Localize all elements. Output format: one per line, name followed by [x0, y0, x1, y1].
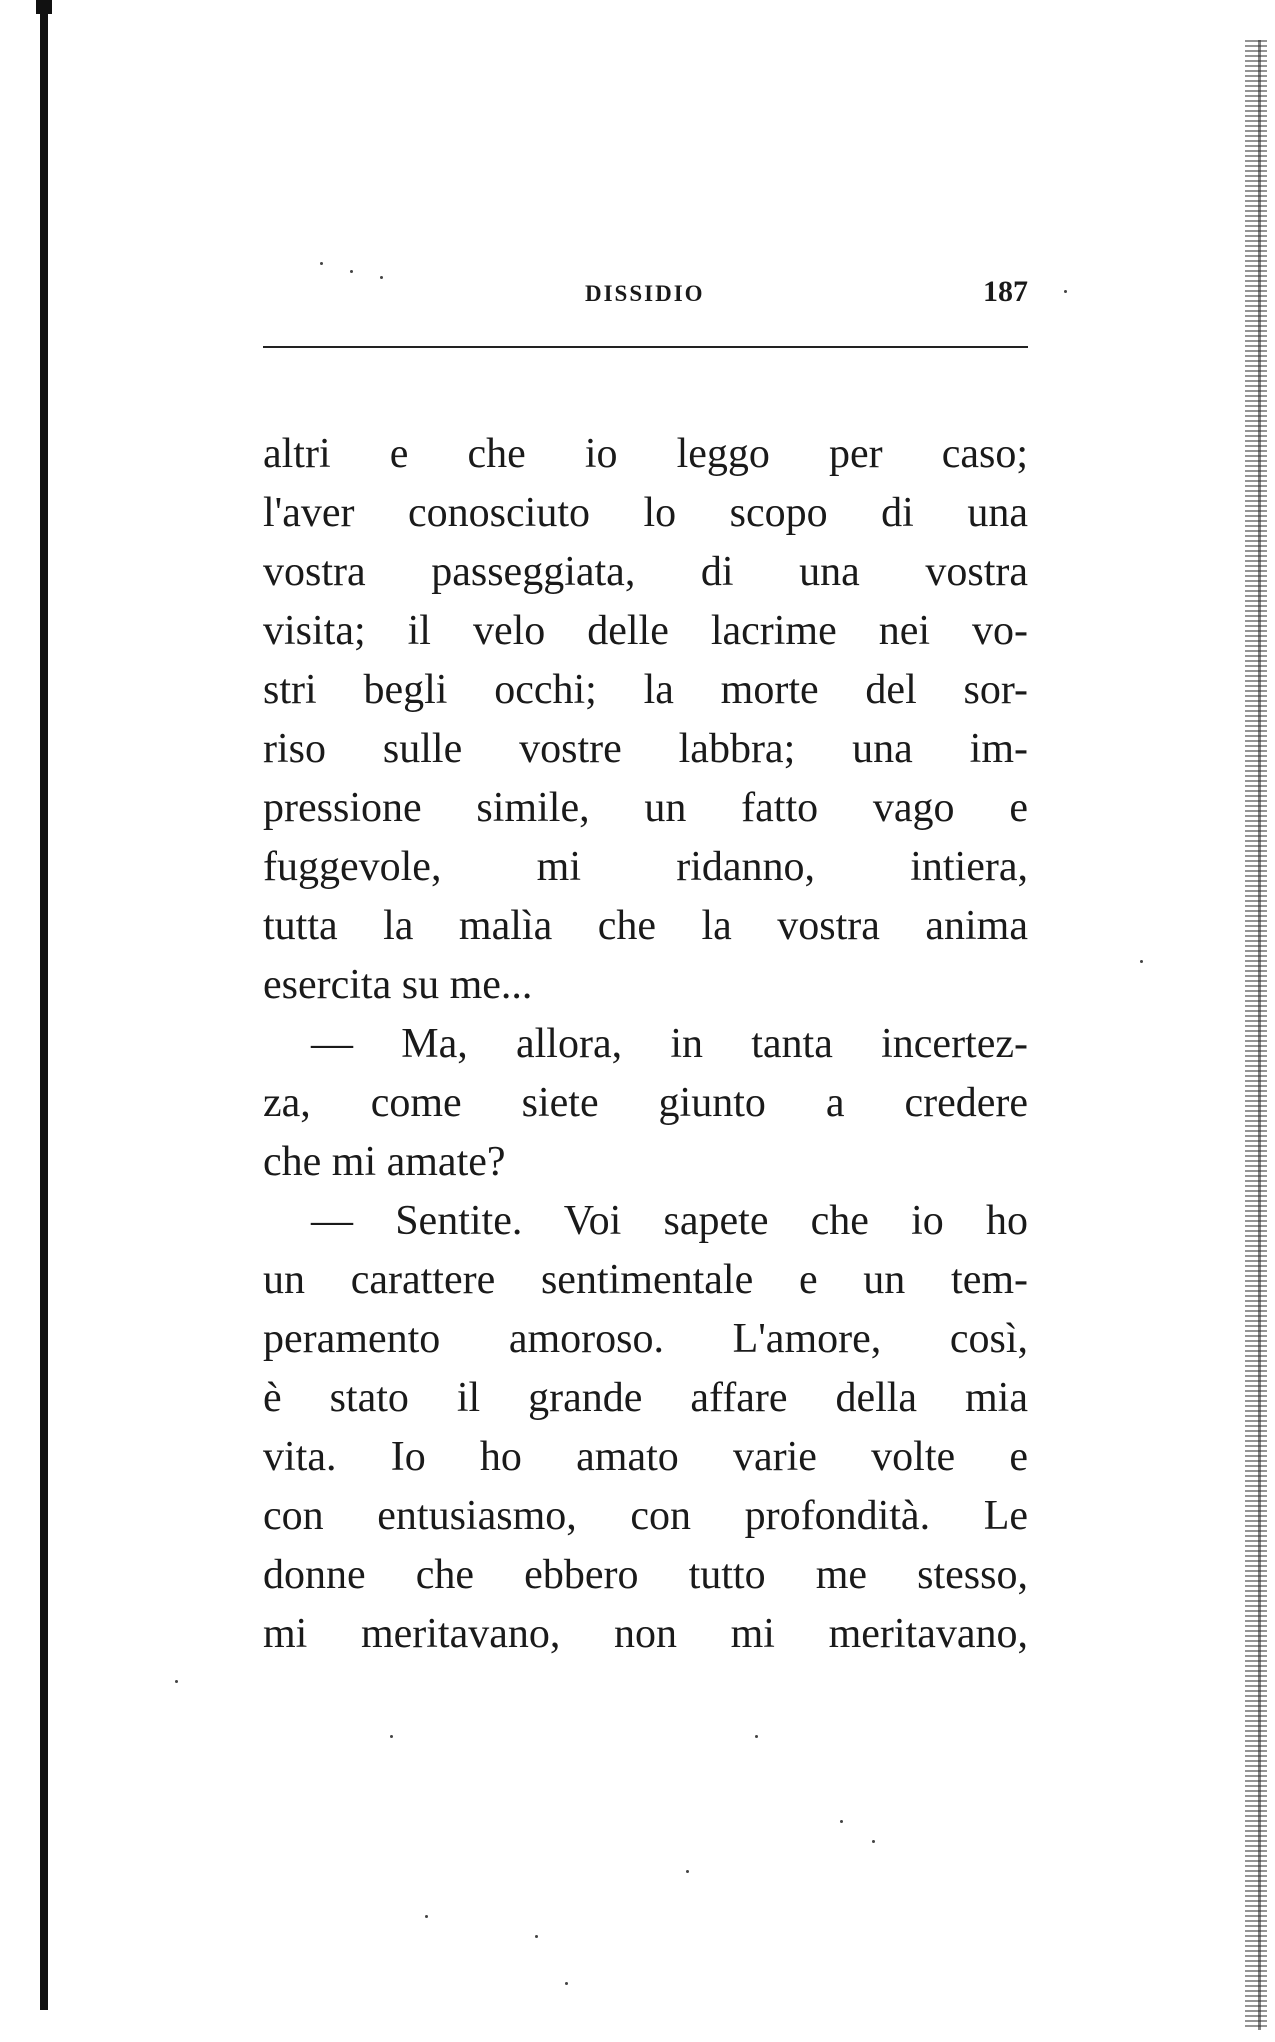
left-binding-mark: [36, 0, 52, 14]
text-line: peramento amoroso. L'amore, così,: [263, 1316, 1028, 1362]
scan-speck: [686, 1870, 689, 1873]
text-line: riso sulle vostre labbra; una im-: [263, 726, 1028, 772]
scan-speck: [535, 1935, 538, 1938]
text-line: pressione simile, un fatto vago e: [263, 785, 1028, 831]
page-header: [263, 275, 1028, 321]
scan-speck: [350, 270, 353, 273]
body-text: [263, 425, 1028, 1664]
scan-speck: [380, 276, 383, 279]
text-line: stri begli occhi; la morte del sor-: [263, 667, 1028, 713]
text-line: esercita su me...: [263, 962, 533, 1008]
text-line: vita. Io ho amato varie volte e: [263, 1434, 1028, 1480]
text-line: — Ma, allora, in tanta incertez-: [311, 1021, 1028, 1067]
scan-speck: [390, 1735, 393, 1738]
scan-speck: [320, 262, 323, 265]
right-scan-edge: [1245, 40, 1267, 2030]
header-rule: [263, 346, 1028, 348]
text-line: altri e che io leggo per caso;: [263, 431, 1028, 477]
text-line: l'aver conosciuto lo scopo di una: [263, 490, 1028, 536]
text-line: con entusiasmo, con profondità. Le: [263, 1493, 1028, 1539]
text-line: è stato il grande affare della mia: [263, 1375, 1028, 1421]
scan-speck: [565, 1982, 568, 1985]
text-line: un carattere sentimentale e un tem-: [263, 1257, 1028, 1303]
text-line: za, come siete giunto a credere: [263, 1080, 1028, 1126]
text-line: tutta la malìa che la vostra anima: [263, 903, 1028, 949]
running-title: DISSIDIO: [585, 281, 705, 306]
left-binding-edge: [40, 0, 48, 2010]
text-line: mi meritavano, non mi meritavano,: [263, 1611, 1028, 1657]
scan-speck: [1064, 290, 1067, 293]
text-line: — Sentite. Voi sapete che io ho: [311, 1198, 1028, 1244]
scan-speck: [1140, 960, 1143, 963]
scan-speck: [755, 1735, 758, 1738]
right-scan-edge-line: [1258, 40, 1261, 2030]
scan-speck: [840, 1820, 843, 1823]
scan-speck: [425, 1915, 428, 1918]
text-line: donne che ebbero tutto me stesso,: [263, 1552, 1028, 1598]
text-line: vostra passeggiata, di una vostra: [263, 549, 1028, 595]
text-line: visita; il velo delle lacrime nei vo-: [263, 608, 1028, 654]
text-line: fuggevole, mi ridanno, intiera,: [263, 844, 1028, 890]
text-line: che mi amate?: [263, 1139, 506, 1185]
page-number: 187: [983, 275, 1028, 308]
scan-speck: [872, 1840, 875, 1843]
scan-speck: [175, 1680, 178, 1683]
